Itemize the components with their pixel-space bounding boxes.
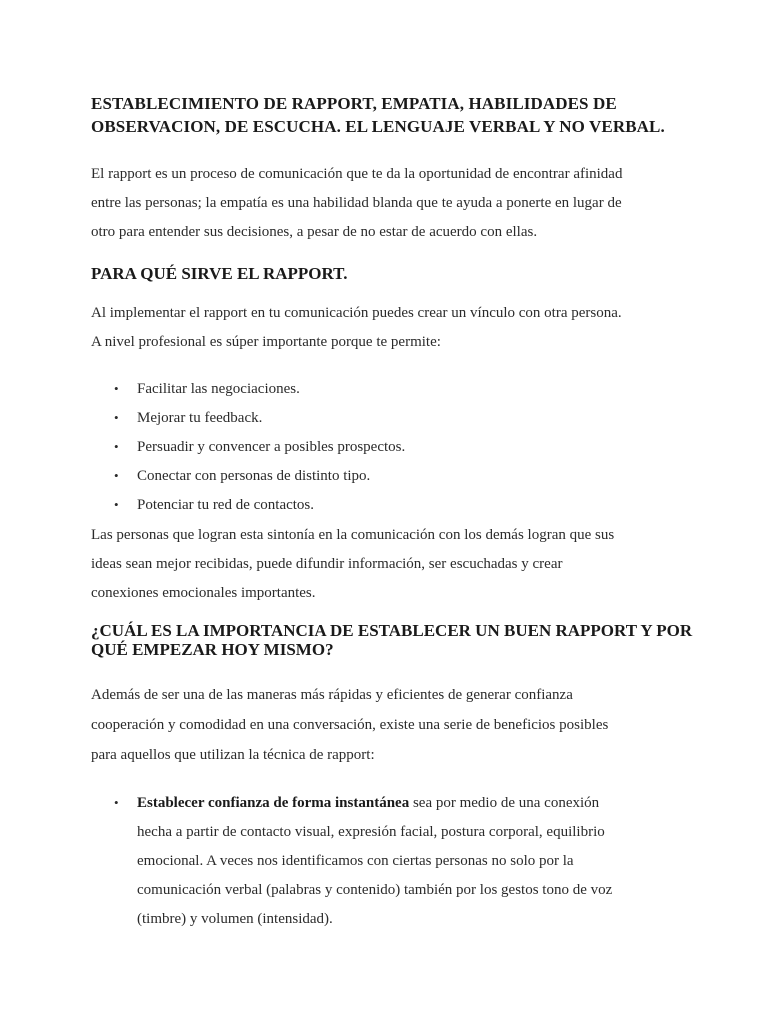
section-heading-importancia-line-2: QUÉ EMPEZAR HOY MISMO? (91, 640, 334, 659)
section-heading-importancia-line-1: ¿CUÁL ES LA IMPORTANCIA DE ESTABLECER UN BUEN RAPPORT Y POR (91, 621, 693, 640)
list-item: Facilitar las negociaciones. (137, 381, 300, 397)
benefit-line-1-rest: sea por medio de una conexión (409, 795, 600, 811)
benefit-line-5: (timbre) y volumen (intensidad). (137, 911, 333, 927)
list-item: Persuadir y convencer a posibles prospectos. (137, 439, 406, 455)
bullet-marker: • (114, 795, 119, 810)
bullet-marker: • (114, 381, 119, 396)
benefit-line-2: hecha a partir de contacto visual, expresión facial, postura corporal, equilibrio (137, 824, 605, 840)
section2-line-2: cooperación y comodidad en una conversación, existe una serie de beneficios posibles (91, 717, 609, 733)
intro-line-1: El rapport es un proceso de comunicación que te da la oportunidad de encontrar afinidad (91, 166, 623, 182)
section-heading-para-que: PARA QUÉ SIRVE EL RAPPORT. (91, 264, 348, 283)
list-item: Mejorar tu feedback. (137, 410, 263, 426)
section1-after-line-3: conexiones emocionales importantes. (91, 585, 316, 601)
section1-after-line-1: Las personas que logran esta sintonía en la comunicación con los demás logran que sus (91, 527, 615, 543)
section1-after-line-2: ideas sean mejor recibidas, puede difundir información, ser escuchadas y crear (91, 556, 563, 572)
section1-line-1: Al implementar el rapport en tu comunicación puedes crear un vínculo con otra persona. (91, 305, 622, 321)
benefit-line-3: emocional. A veces nos identificamos con ciertas personas no solo por la (137, 853, 574, 869)
intro-line-3: otro para entender sus decisiones, a pesar de no estar de acuerdo con ellas. (91, 224, 538, 240)
section1-line-2: A nivel profesional es súper importante porque te permite: (91, 334, 441, 350)
bullet-marker: • (114, 497, 119, 512)
bullet-marker: • (114, 439, 119, 454)
bullet-marker: • (114, 468, 119, 483)
document-title-line-1: ESTABLECIMIENTO DE RAPPORT, EMPATIA, HABILIDADES DE (91, 94, 617, 113)
benefit-line-4: comunicación verbal (palabras y contenido) también por los gestos tono de voz (137, 882, 613, 898)
benefit-line-1 (137, 794, 599, 812)
document-title-line-2: OBSERVACION, DE ESCUCHA. EL LENGUAJE VERBAL Y NO VERBAL. (91, 117, 665, 136)
intro-line-2: entre las personas; la empatía es una habilidad blanda que te ayuda a ponerte en lugar de (91, 195, 622, 211)
list-item: Potenciar tu red de contactos. (137, 497, 315, 513)
section2-line-3: para aquellos que utilizan la técnica de rapport: (91, 747, 375, 763)
benefit-bold-lead: Establecer confianza de forma instantánea (137, 795, 410, 811)
list-item: Conectar con personas de distinto tipo. (137, 468, 371, 484)
section2-line-1: Además de ser una de las maneras más rápidas y eficientes de generar confianza (91, 687, 573, 703)
bullet-marker: • (114, 410, 119, 425)
